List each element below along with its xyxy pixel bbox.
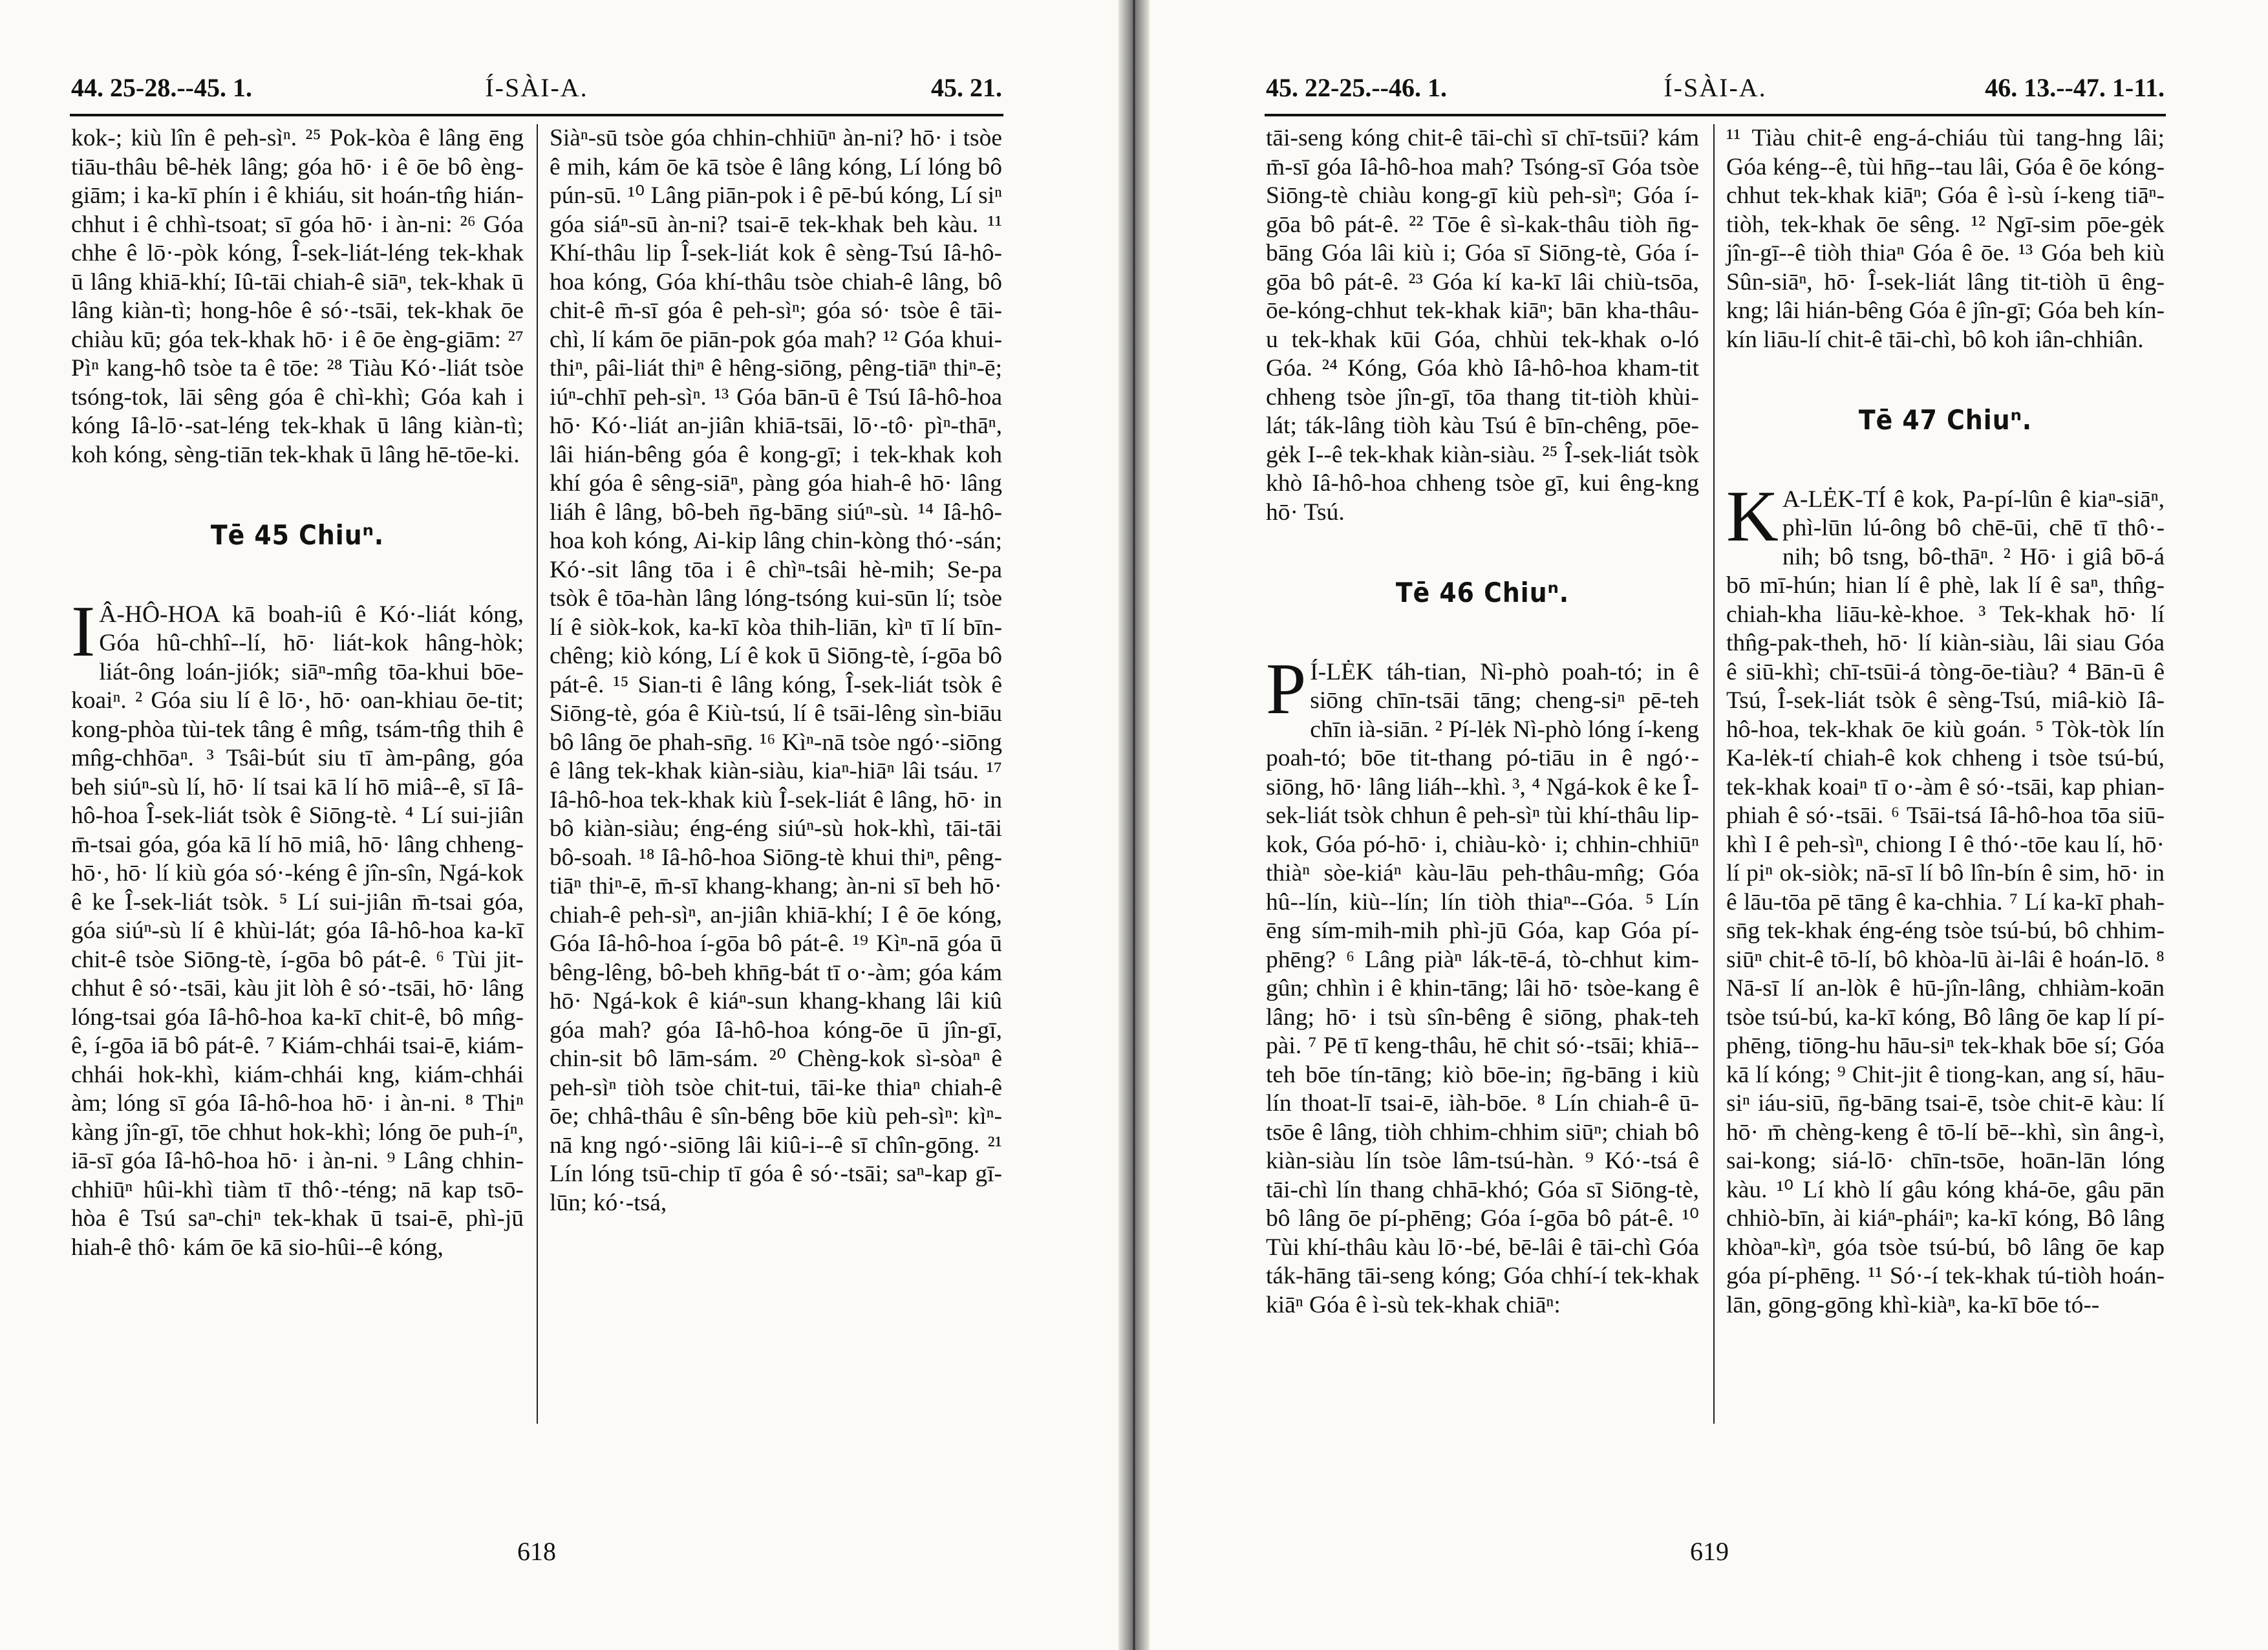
right-page-column-1	[1266, 124, 1699, 1320]
drop-cap: I	[71, 591, 96, 672]
text-block: Siàⁿ-sū tsòe góa chhin-chhiūⁿ àn-ni? hō· i tsòe ê mih, kám ōe kā tsòe ê lâng kóng, Lí lóng bô pún-sū. ¹⁰ Lâng piān-pok i ê pē-bú kóng, Lí siⁿ góa siáⁿ-sū àn-ni? tsai-ē tek-khak beh kàu. ¹¹ Khí-thâu lip Î-sek-liát kok ê sèng-Tsú Iâ-hô-hoa kóng, Góa khí-thâu tsòe chiah-ê lâng, bô chit-ê m̄-sī góa ê peh-sìⁿ; góa só· tsòe ê tāi-chì, lí kám ōe piān-pok góa mah? ¹² Góa khui-thiⁿ, pâi-liát thiⁿ ê hêng-siōng, pêng-tiāⁿ thiⁿ-ē; iúⁿ-chhī peh-sìⁿ. ¹³ Góa bān-ū ê Tsú Iâ-hô-hoa hō· Kó·-liát an-jiân khiā-tsāi, lō·-tô· pìⁿ-thāⁿ, lâi hián-bêng góa ê kong-gī; i tek-khak koh khí góa ê sêng-siāⁿ, pàng góa hiah-ê hō· lâng liáh ê lâng, bô-beh n̄g-bāng siúⁿ-sù. ¹⁴ Iâ-hô-hoa koh kóng, Ai-kip lâng chin-kòng thó·-sán; Kó·-sit lâng tōa i ê chìⁿ-tsâi hè-mih; Se-pa tsòk ê tōa-hàn lâng lóng-tsóng kui-sūn lí; tsòe lí ê siòk-kok, ka-kī kòa thih-liān, kìⁿ tī lí bīn-chêng; kiò kóng, Lí ê kok ū Siōng-tè, í-gōa bô pát-ê. ¹⁵ Sian-ti ê lâng kóng, Î-sek-liát tsòk ê Siōng-tè, góa ê Kiù-tsú, lí ê tsāi-lêng sìn-biāu bô lâng ōe phah-sn̄g. ¹⁶ Kìⁿ-nā tsòe ngó·-siōng ê lâng tek-khak kiàn-siàu, kiaⁿ-hiāⁿ lâi tsáu. ¹⁷ Iâ-hô-hoa tek-khak kiù Î-sek-liát ê lâng, hō· in bô kiàn-siàu; éng-éng siúⁿ-sù hok-khì, tāi-tāi bô-soah. ¹⁸ Iâ-hô-hoa Siōng-tè khui thiⁿ, pêng-tiāⁿ thiⁿ-ē, m̄-sī khang-khang; àn-ni sī beh hō· chiah-ê peh-sìⁿ, an-jiân khiā-khí; I ê ōe kóng, Góa Iâ-hô-hoa í-gōa bô pát-ê. ¹⁹ Kìⁿ-nā góa ū bêng-lêng, bô-beh khn̄g-bát tī o·-àm; góa kám hō· Ngá-kok ê kiáⁿ-sun khang-khang lâi kiû góa mah? góa Iâ-hô-hoa kóng-ōe ū jîn-gī, chin-sit bô lām-sám. ²⁰ Chèng-kok sì-sòaⁿ ê peh-sìⁿ tiòh tsòe chit-tui, tāi-ke thiaⁿ chiah-ê ōe; chhâ-thâu ê sîn-bêng bōe kiù peh-sìⁿ: kìⁿ-nā kng ngó·-siōng lâi kiû-i--ê sī chîn-gōng. ²¹ Lín lóng tsū-chip tī góa ê só·-tsāi; saⁿ-kap gī-lūn; kó·-tsá,	[550, 125, 1002, 1216]
header-chapter-range-right: 46. 13.--47. 1-11.	[1985, 73, 2165, 102]
running-head	[71, 72, 1002, 111]
text-block	[1266, 648, 1699, 1320]
drop-cap: P	[1266, 648, 1307, 729]
chapter-heading: Tē 47 Chiuⁿ.	[1858, 404, 2033, 436]
text-block	[1726, 476, 2165, 1320]
right-page	[1150, 0, 2268, 1650]
chapter-heading: Tē 45 Chiuⁿ.	[210, 519, 385, 551]
text-block: Í-LĖK táh-tian, Nì-phò poah-tó; in ê siōng chīn-tsāi tāng; cheng-siⁿ pē-teh chīn ià-siān. ² Pí-lėk Nì-phò lóng í-keng poah-tó; bōe tit-thang pó-tiāu in ê ngó·-siōng, hō· lâng liáh--khì. ³, ⁴ Ngá-kok ê ke Î-sek-liát tsòk chhun ê peh-sìⁿ tùi khí-thâu lip-kok, Góa pó-hō· i, chiàu-kò· i; chhin-chhiūⁿ thiàⁿ sòe-kiáⁿ kàu-lāu peh-thâu-mn̂g; Góa hû--lín, kiù--lín; lín tiòh thiaⁿ--Góa. ⁵ Lín ēng sím-mih-mih phì-jū Góa, kap Góa pí-phēng? ⁶ Lâng piàⁿ lák-tē-á, tò-chhut kim-gûn; chhìn i ê khin-tāng; lâi hō· tsòe-kang ê lâng; hō· i tsù sîn-bêng ê siōng, phak-teh pài. ⁷ Pē tī keng-thâu, hē chit só·-tsāi; khiā--teh bōe tín-tāng; kiò bōe-in; n̄g-bāng i kiù lín thoat-lī tsai-ē, iàh-bōe. ⁸ Lín chiah-ê ū-tsōe ê lâng, tiòh chhim-chhim siūⁿ; chiah bô kiàn-siàu lín tsòe lâm-tsú-hàn. ⁹ Kó·-tsá ê tāi-chì lín thang chhā-khó; Góa sī Siōng-tè, bô lâng ōe pí-phēng; Góa í-gōa bô pát-ê. ¹⁰ Tùi khí-thâu kàu lō·-bé, bē-lâi ê tāi-chì Góa ták-hāng tāi-seng kóng; Góa chhí-í tek-khak kiāⁿ Góa ê ì-sù tek-khak chiāⁿ:	[1266, 658, 1699, 1318]
chapter-heading: Tē 46 Chiuⁿ.	[1395, 577, 1570, 608]
drop-cap: K	[1726, 476, 1779, 557]
page-number: 618	[517, 1537, 556, 1566]
text-block	[71, 591, 524, 1263]
right-page-column-2	[1726, 124, 2165, 1320]
running-head	[1266, 72, 2165, 111]
text-block: A-LĖK-TÍ ê kok, Pa-pí-lûn ê kiaⁿ-siāⁿ, phì-lūn lú-ông bô chē-ūi, chē tī thô·-nih; bô tsng, bô-thāⁿ. ² Hō· i giâ bō-á bō mī-hún; hian lí ê phè, lak lí ê saⁿ, thn̂g-chiah-kha liāu-kè-khoe. ³ Tek-khak hō· lí thn̂g-pak-theh, hō· lí kiàn-siàu, lâi siau Góa ê siū-khì; chī-tsūi-á tòng-ōe-tiàu? ⁴ Bān-ū ê Tsú, Î-sek-liát tsòk ê sèng-Tsú, miâ-kiò Iâ-hô-hoa, tek-khak ōe kiù goán. ⁵ Tòk-tòk lín Ka-lėk-tí chiah-ê kok chheng i tsòe tsú-bú, tek-khak koaiⁿ tī o·-àm ê só·-tsāi, kap phian-phiah ê só·-tsāi. ⁶ Tsāi-tsá Iâ-hô-hoa tōa siū-khì I ê peh-sìⁿ, chiong I ê thó·-tōe kau lí, hō· lí piⁿ ok-siòk; nā-sī lí bô lîn-bín ê sim, hō· in ê lāu-tōa pē tāng ê ka-chhia. ⁷ Lí ka-kī phah-sn̄g tek-khak éng-éng tsòe tsú-bú, bô chhim-siūⁿ chit-ê tō-lí, bô khòa-lū ài-lâi ê hoán-lō. ⁸ Nā-sī lí an-lòk ê hū-jîn-lâng, chhiàm-koān tsòe tsú-bú, ka-kī kóng, Bô lâng ōe kap lí pí-phēng, tiōng-hu hāu-siⁿ tek-khak bōe sí; Góa kā lí kóng; ⁹ Chit-jit ê tiong-kan, ang sí, hāu-siⁿ iáu-siū, n̄g-bāng tsai-ē, tsòe chit-ē kàu: lí hō· m̄ chèng-keng ê tō-lí bē--khì, sìn âng-ì, sai-kong; siá-lō· chīn-tsōe, hoān-lān lóng kàu. ¹⁰ Lí khò lí gâu kóng khá-ōe, gâu pān chhiò-bīn, ài kiáⁿ-pháiⁿ; ka-kī kóng, Bô lâng khòaⁿ-kìⁿ, góa tsòe tsú-bú, bô lâng ōe kap góa pí-phēng. ¹¹ Só·-í tek-khak tú-tiòh hoán-lān, gōng-gōng khì-kiàⁿ, ka-kī bōe tó--	[1726, 486, 2165, 1318]
header-chapter-range-left: 45. 22-25.--46. 1.	[1266, 73, 1447, 102]
left-page	[0, 0, 1118, 1650]
header-rule	[1265, 114, 2166, 116]
header-chapter-range-left: 44. 25-28.--45. 1.	[71, 73, 252, 102]
header-book-title: Í-SÀI-A.	[485, 73, 588, 102]
text-block: ¹¹ Tiàu chit-ê eng-á-chiáu tùi tang-hng lâi; Góa kéng--ê, tùi hn̄g--tau lâi, Góa ê ōe kóng-chhut tek-khak kiāⁿ; Góa ê ì-sù í-keng tiāⁿ-tiòh, tek-khak ōe sêng. ¹² Ngī-sim pōe-gėk jîn-gī--ê tiòh thiaⁿ Góa ê ōe. ¹³ Góa beh kiù Sûn-siāⁿ, hō· Î-sek-liát lâng tit-tiòh ū êng-kng; lâi hián-bêng Góa ê jîn-gī; Góa beh kín-kín liāu-lí chit-ê tāi-chì, bô koh iân-chhiân.	[1726, 125, 2165, 353]
text-block: Â-HÔ-HOA kā boah-iû ê Kó·-liát kóng, Góa hû-chhî--lí, hō· liát-kok hâng-hòk; liát-ông loán-jiók; siāⁿ-mn̂g tōa-khui bōe-koaiⁿ. ² Góa siu lí ê lō·, hō· oan-khiau ōe-tit; kong-phòa tùi-tek tâng ê mn̂g, tsám-tn̂g thih ê mn̂g-chhōaⁿ. ³ Tsâi-bút siu tī àm-pâng, góa beh siúⁿ-sù lí, hō· lí tsai kā lí hō miâ--ê, sī Iâ-hô-hoa Î-sek-liát tsòk ê Siōng-tè. ⁴ Lí sui-jiân m̄-tsai góa, góa kā lí hō miâ, hō· lâng chheng-hō·, hō· lí kiù góa só·-kéng ê jîn-sîn, Ngá-kok ê ke Î-sek-liát tsòk. ⁵ Lí sui-jiân m̄-tsai góa, góa siúⁿ-sù lí ê khùi-lát; góa Iâ-hô-hoa ka-kī chit-ê tsòe Siōng-tè, í-gōa bô pát-ê. ⁶ Tùi jit-chhut ê só·-tsāi, kàu jit lòh ê só·-tsāi, hō· lâng lóng-tsai góa Iâ-hô-hoa ka-kī chit-ê, bô mn̂g-ê, í-gōa iā bô pát-ê. ⁷ Kiám-chhái tsai-ē, kiám-chhái hok-khì, kiám-chhái kng, kiám-chhái àm; lóng sī góa Iâ-hô-hoa hō· i àn-ni. ⁸ Thiⁿ kàng jîn-gī, tōe chhut hok-khì; lóng ōe puh-íⁿ, iā-sī góa Iâ-hô-hoa hō· i àn-ni. ⁹ Lâng chhin-chhiūⁿ hûi-khì tiàm tī thô·-téng; nā kap tsō-hòa ê Tsú saⁿ-chiⁿ tek-khak ū tsai-ē, phì-jū hiah-ê thô· kám ōe kā sio-hûi--ê kóng,	[71, 601, 524, 1261]
page-number: 619	[1690, 1537, 1729, 1566]
header-chapter-range-right: 45. 21.	[931, 73, 1002, 102]
left-page-column-2	[550, 124, 1002, 1217]
header-book-title: Í-SÀI-A.	[1664, 73, 1767, 102]
text-block: tāi-seng kóng chit-ê tāi-chì sī chī-tsūi? kám m̄-sī góa Iâ-hô-hoa mah? Tsóng-sī Góa tsòe Siōng-tè chiàu kong-gī kiù peh-sìⁿ; Góa í-gōa bô pát-ê. ²² Tōe ê sì-kak-thâu tiòh n̄g-bāng Góa lâi kiù i; Góa sī Siōng-tè, Góa í-gōa bô pát-ê. ²³ Góa kí ka-kī lâi chiù-tsōa, ōe-kóng-chhut tek-khak kiāⁿ; bān kha-thâu-u tek-khak kūi Góa, chhùi tek-khak o-ló Góa. ²⁴ Kóng, Góa khò Iâ-hô-hoa kham-tit chheng tsòe jîn-gī, tōa thang tit-tiòh khùi-lát; ták-lâng tiòh kàu Tsú ê bīn-chêng, pōe-gėk I--ê tek-khak kiàn-siàu. ²⁵ Î-sek-liát tsòk khò Iâ-hô-hoa chheng tsòe gī, kui êng-kng hō· Tsú.	[1266, 125, 1699, 526]
column-divider	[537, 124, 538, 1424]
text-block: kok-; kiù lîn ê peh-sìⁿ. ²⁵ Pok-kòa ê lâng ēng tiāu-thâu bê-hėk lâng; góa hō· i ê ōe bô èng-giām; i ka-kī phín i ê khiáu, sit hoán-tn̂g hián-chhut i ê chhì-tsoat; sī góa hō· i àn-ni: ²⁶ Góa chhe ê lō·-pòk kóng, Î-sek-liát-léng tek-khak ū lâng khiā-khí; Iû-tāi chiah-ê siāⁿ, tek-khak ū lâng kiàn-tì; hong-hôe ê só·-tsāi, tek-khak ōe chiàu kū; góa tek-khak hō· i ê ōe èng-giām: ²⁷ Pìⁿ kang-hô tsòe ta ê tōe: ²⁸ Tiàu Kó·-liát tsòe tsóng-tok, lāi sêng góa ê chì-khì; Góa kah i kóng Iâ-lō·-sat-léng tek-khak ū lâng kiàn-tì; koh kóng, sèng-tiān tek-khak ū lâng hē-tōe-ki.	[71, 125, 524, 468]
book-gutter	[1118, 0, 1150, 1650]
column-divider	[1713, 124, 1715, 1424]
left-page-column-1	[71, 124, 524, 1262]
header-rule	[70, 114, 1003, 116]
